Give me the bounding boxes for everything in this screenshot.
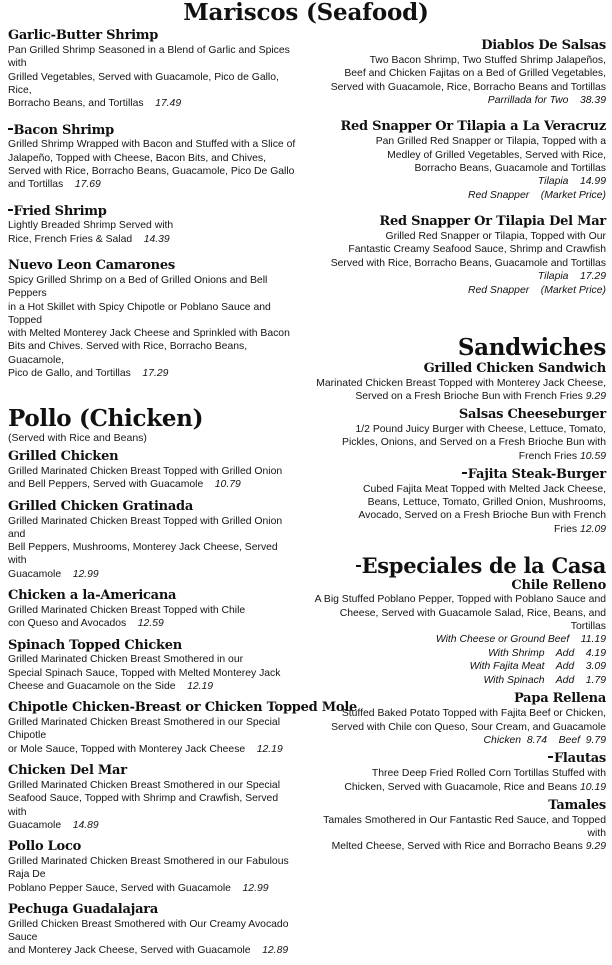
menu-item-name: Pollo Loco — [8, 839, 82, 855]
menu-item — [8, 28, 298, 110]
menu-item — [310, 798, 606, 854]
menu-item-description: Grilled Marinated Chicken Breast Smothered in our Special Spinach Sauce, Topped with Melted Monterey Jack Cheese and Guacamole on the Side 12.19 — [8, 654, 281, 693]
menu-item-name: Fajita Steak-Burger — [310, 467, 606, 482]
menu-item-price: 10.19 — [577, 781, 606, 793]
menu-item — [8, 499, 298, 581]
menu-item-description: Lightly Breaded Shrimp Served with Rice, French Fries & Salad 14.39 — [8, 220, 174, 245]
menu-item-description: Grilled Shrimp Wrapped with Bacon and Stuffed with a Slice of Jalapeño, Topped with Cheese, Bacon Bits, and Chives, Served with Rice, Borracho Beans, Guacamole, Pico De Gallo and Tortillas 17.69 — [8, 139, 296, 191]
menu-item-description: A Big Stuffed Poblano Pepper, Topped with Poblano Sauce and Cheese, Served with Guacamole Salad, Rice, Beans, and Tortillas — [314, 594, 606, 633]
menu-item-name: Fried Shrimp — [8, 204, 298, 219]
especiales-section — [310, 540, 606, 854]
menu-item-price-row: Red Snapper (Market Price) — [467, 284, 606, 296]
menu-item-price-row: With Spinach Add 1.79 — [483, 674, 606, 686]
menu-item-name: Chipotle Chicken-Breast or Chicken Topped Mole — [8, 700, 358, 716]
menu-item-name: Chile Relleno — [511, 577, 606, 593]
menu-item-description: Grilled Marinated Chicken Breast Topped with Chile con Queso and Avocados 12.59 — [8, 604, 246, 630]
menu-item — [310, 751, 606, 793]
menu-item-name: Garlic-Butter Shrimp — [8, 28, 159, 44]
menu-item-name: Nuevo Leon Camarones — [8, 258, 175, 274]
menu-item-description: Grilled Marinated Chicken Breast Smothered in our Special Seafood Sauce, Topped with Shrimp and Crawfish, Served with Guacamole 14.89 — [8, 779, 281, 831]
menu-item-description: Marinated Chicken Breast Topped with Monterey Jack Cheese, Served on a Fresh Brioche Bun with French Fries 9.29 — [316, 377, 606, 402]
right-column — [306, 28, 612, 857]
menu-item-price: 10.79 — [203, 479, 241, 491]
menu-item-description: Grilled Marinated Chicken Breast Topped with Grilled Onion and Bell Peppers, Served with Guacamole 10.79 — [8, 466, 283, 491]
menu-item-name: Papa Rellena — [514, 691, 606, 707]
menu-item-name: Chicken Del Mar — [8, 763, 127, 779]
menu-item — [8, 839, 298, 895]
menu-item-name: Grilled Chicken — [8, 449, 119, 465]
menu-item — [8, 588, 298, 630]
menu-item-price: 17.29 — [130, 368, 169, 380]
menu-item — [8, 763, 298, 832]
menu-item-price: 17.49 — [143, 98, 182, 110]
menu-item-description: Pan Grilled Red Snapper or Tilapia, Topped with a Medley of Grilled Vegetables, Served with Rice, Borracho Beans, Guacamole and Tortillas — [375, 136, 606, 174]
menu-item — [310, 38, 606, 107]
menu-item-price: 12.89 — [250, 945, 289, 957]
menu-item-price: 14.39 — [132, 233, 170, 245]
menu-item-description: Grilled Chicken Breast Smothered with Our Creamy Avocado Sauce and Monterey Jack Cheese, Served with Guacamole 12.89 — [8, 918, 289, 957]
menu-item-name: Bacon Shrimp — [8, 123, 298, 138]
menu-item-price-row: Tilapia 14.99 — [537, 176, 606, 188]
menu-item-name: Red Snapper Or Tilapia a La Veracruz — [340, 119, 606, 135]
menu-item-price: 9.29 — [582, 390, 606, 402]
menu-item — [310, 119, 606, 202]
menu-item-price-row: With Cheese or Ground Beef 11.19 — [435, 634, 606, 646]
section-heading-especiales: Especiales de la Casa — [310, 554, 606, 578]
menu-item-price-row: Parrillada for Two 38.39 — [487, 94, 606, 106]
seafood-items-right — [310, 28, 606, 297]
pollo-section — [8, 392, 358, 957]
menu-item-description: Cubed Fajita Meat Topped with Melted Jack Cheese, Beans, Lettuce, Tomato, Grilled Onion, Mushrooms, Avocado, Served on a Fresh Brioche Bun with French Fries 12.09 — [358, 483, 606, 535]
menu-item-price-row: Red Snapper (Market Price) — [467, 189, 606, 201]
menu-item-price-row: With Shrimp Add 4.19 — [488, 647, 606, 659]
menu-item-price-row: Tilapia 17.29 — [537, 270, 606, 282]
menu-item — [310, 361, 606, 403]
menu-item-name: Grilled Chicken Gratinada — [8, 498, 194, 514]
pollo-items — [8, 449, 358, 957]
left-column — [0, 28, 358, 965]
menu-item — [310, 467, 606, 536]
menu-item-description: Pan Grilled Shrimp Seasoned in a Blend of Garlic and Spices with Grilled Vegetables, Served with Guacamole, Pico de Gallo, Rice, Borracho Beans, and Tortillas 17.49 — [8, 44, 290, 110]
menu-item — [8, 123, 298, 192]
menu-item-name: Pechuga Guadalajara — [8, 901, 159, 917]
menu-item-name: Grilled Chicken Sandwich — [423, 360, 606, 376]
sandwiches-items — [310, 361, 606, 536]
menu-item-price-row: Chicken 8.74 Beef 9.79 — [483, 734, 606, 746]
section-subheading-pollo: (Served with Rice and Beans) — [8, 432, 147, 445]
menu-item-description: Grilled Marinated Chicken Breast Topped with Grilled Onion and Bell Peppers, Mushrooms, Monterey Jack Cheese, Served with Guacamole 12.99 — [8, 515, 283, 580]
menu-item-description: Spicy Grilled Shrimp on a Bed of Grilled Onions and Bell Peppers in a Hot Skillet with Spicy Chipotle or Poblano Sauce and Topped with Melted Monterey Jack Cheese and Sprinkled with Bacon Bits and Chives. Served with Rice, Borracho Beans, Guacamole, Pico de Gallo, and Tortillas 17.29 — [8, 274, 290, 380]
menu-item-name: Flautas — [310, 751, 606, 766]
menu-item-description: Tamales Smothered in Our Fantastic Red Sauce, and Topped with Melted Cheese, Served with Rice and Borracho Beans 9.29 — [323, 814, 606, 853]
menu-item — [8, 204, 298, 246]
seafood-items-left — [8, 28, 298, 380]
menu-item — [8, 638, 298, 694]
menu-item-name: Salsas Cheeseburger — [458, 407, 606, 423]
especiales-items — [310, 578, 606, 854]
menu-item-description: Grilled Marinated Chicken Breast Smothered in our Fabulous Raja De Poblano Pepper Sauce, Served with Guacamole 12.99 — [8, 856, 289, 894]
menu-item-description: Stuffed Baked Potato Topped with Fajita Beef or Chicken, Served with Chile con Queso, Sour Cream, and Guacamole — [331, 708, 606, 733]
menu-item-description: Three Deep Fried Rolled Corn Tortillas Stuffed with Chicken, Served with Guacamole, Rice and Beans 10.19 — [344, 768, 606, 793]
menu-item-name: Chicken a la-Americana — [8, 588, 177, 604]
menu-item-price: 12.99 — [61, 568, 99, 580]
menu-item-price: 12.19 — [245, 743, 283, 755]
menu-item-price: 12.09 — [577, 523, 606, 535]
menu-item — [8, 700, 358, 756]
menu-item-description: Two Bacon Shrimp, Two Stuffed Shrimp Jalapeños, Beef and Chicken Fajitas on a Bed of Grilled Vegetables, Served with Guacamole, Rice, Borracho Beans and Tortillas — [330, 54, 606, 93]
menu-item-name: Tamales — [548, 797, 606, 813]
menu-item-price: 9.29 — [582, 841, 606, 853]
menu-item — [8, 902, 298, 958]
menu-columns — [0, 28, 612, 965]
menu-item — [310, 214, 606, 297]
menu-item-name: Spinach Topped Chicken — [8, 637, 182, 653]
menu-item — [310, 407, 606, 463]
menu-item-price: 12.99 — [230, 882, 269, 894]
menu-item-price: 12.19 — [175, 681, 214, 693]
menu-item-price: 14.89 — [61, 819, 99, 831]
menu-item-price: 17.69 — [63, 179, 101, 191]
menu-item-name: Red Snapper Or Tilapia Del Mar — [379, 214, 606, 230]
menu-item-name: Diablos De Salsas — [481, 38, 606, 54]
menu-item — [8, 449, 298, 491]
menu-item-description: 1/2 Pound Juicy Burger with Cheese, Lettuce, Tomato, Pickles, Onions, and Served on a Fresh Brioche Bun with French Fries 10.59 — [342, 424, 606, 462]
menu-item-price-row: With Fajita Meat Add 3.09 — [469, 661, 606, 673]
page-title: Mariscos (Seafood) — [183, 0, 429, 26]
section-heading-sandwiches: Sandwiches — [457, 334, 606, 362]
menu-item-description: Grilled Marinated Chicken Breast Smothered in our Special Chipotle or Mole Sauce, Topped with Monterey Jack Cheese 12.19 — [8, 717, 283, 755]
section-heading-pollo: Pollo (Chicken) — [8, 405, 204, 433]
menu-item-price: 12.59 — [126, 618, 164, 630]
menu-item — [8, 258, 298, 380]
menu-item — [310, 578, 606, 688]
sandwiches-section — [310, 309, 606, 536]
menu-item-price: 10.59 — [577, 450, 606, 462]
menu-item-description: Grilled Red Snapper or Tilapia, Topped with Our Fantastic Creamy Seafood Sauce, Shrimp and Crawfish Served with Rice, Borracho Beans, Guacamole and Tortillas — [330, 231, 606, 269]
